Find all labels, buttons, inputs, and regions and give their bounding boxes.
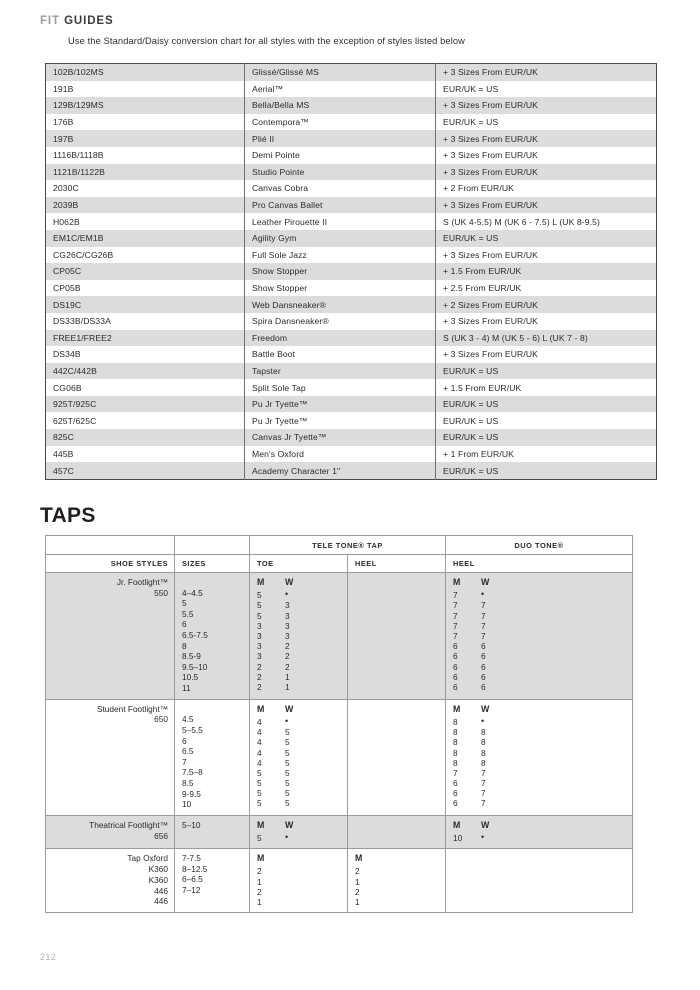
fit-style-name: Agility Gym [245,230,436,247]
taps-size-value: 5–5.5 [182,724,203,735]
taps-value: 7 [481,778,486,789]
taps-value: 6 [453,641,458,652]
fit-style-code: 2039B [46,197,245,214]
fit-style-code: 457C [46,462,245,479]
table-row [46,446,657,463]
table-row [46,412,657,429]
table-row [46,247,657,264]
taps-sizes [175,815,250,848]
taps-size-value: 5–10 [182,819,201,830]
taps-size-value: 6 [182,619,187,630]
table-row [46,213,657,230]
taps-size-value: 4.5 [182,714,194,725]
table-row [46,462,657,479]
taps-size-value: 9.5–10 [182,661,208,672]
page-title [40,15,114,27]
taps-style-number: K360 [148,874,168,885]
fit-style-name: Split Sole Tap [245,379,436,396]
table-row [46,130,657,147]
taps-value: • [481,715,485,726]
taps-value: • [481,589,485,600]
fit-style-name: Aerial™ [245,81,436,98]
taps-value: 8 [453,747,458,758]
fit-style-code: 2030C [46,180,245,197]
taps-value: 3 [285,600,290,611]
fit-conversion: + 3 Sizes From EUR/UK [436,247,657,264]
fit-conversion: S (UK 4-5.5) M (UK 6 - 7.5) L (UK 8-9.5) [436,213,657,230]
taps-col-header-heel: HEEL [348,555,446,573]
taps-duo-heel-cell-w-values [481,717,628,809]
taps-duo-heel-cell-m-label: M [453,577,461,587]
fit-style-name: Canvas Cobra [245,180,436,197]
taps-toe-cell-w-values [285,590,343,692]
taps-duo-heel-cell-m-values [453,833,481,843]
taps-value: 6 [453,681,458,692]
taps-toe-cell-m-label: M [257,819,265,830]
taps-value: 5 [257,778,262,789]
taps-size-value: 8 [182,640,187,651]
fit-conversion: + 2 Sizes From EUR/UK [436,296,657,313]
taps-toe-cell-w-values [285,833,343,843]
page-number: 212 [40,952,57,962]
taps-value: 8 [481,727,486,738]
fit-style-code: 191B [46,81,245,98]
fit-style-name: Show Stopper [245,263,436,280]
fit-style-name: Bella/Bella MS [245,97,436,114]
taps-toe-cell-w-values [285,717,343,809]
fit-style-code: FREE1/FREE2 [46,330,245,347]
fit-style-code: CP05B [46,280,245,297]
fit-conversion: EUR/UK = US [436,396,657,413]
fit-style-code: CG26C/CG26B [46,247,245,264]
taps-value: 8 [481,757,486,768]
taps-value: 2 [285,641,290,652]
taps-value: 8 [481,737,486,748]
taps-value: 3 [285,610,290,621]
fit-style-name: Men's Oxford [245,446,436,463]
fit-style-code: 176B [46,114,245,131]
taps-toe-cell-w-values [285,866,343,907]
fit-style-code: 129B/129MS [46,97,245,114]
taps-value: 5 [285,727,290,738]
taps-value: 6 [453,651,458,662]
taps-value: 7 [453,590,458,601]
taps-value: • [285,832,289,843]
taps-value: 7 [481,631,486,641]
taps-duo-heel-cell [446,815,633,848]
taps-duo-heel-cell [446,573,633,700]
taps-toe-cell-w-label [285,853,343,866]
fit-style-name: Full Sole Jazz [245,247,436,264]
fit-conversion: + 1.5 From EUR/UK [436,379,657,396]
fit-conversion: + 1 From EUR/UK [436,446,657,463]
taps-duo-heel-cell-w-label: W [481,577,490,587]
fit-style-name: Pu Jr Tyette™ [245,412,436,429]
taps-value: 2 [355,866,360,877]
fit-conversion: EUR/UK = US [436,429,657,446]
fit-style-name: Spira Dansneaker® [245,313,436,330]
taps-size-value: 6.5 [182,746,194,757]
taps-duo-heel-cell-w-label: W [481,819,490,830]
taps-duo-heel-cell-w-label: W [481,703,490,714]
taps-value: 1 [355,876,360,887]
taps-value: 6 [481,681,486,692]
taps-value: 5 [285,757,290,768]
fit-style-code: CP05C [46,263,245,280]
taps-style-name: Student Footlight™ [96,703,168,714]
taps-value: 2 [285,651,290,662]
table-row [46,81,657,98]
taps-value: 2 [257,661,262,672]
taps-value: 6 [481,671,486,682]
fit-style-name: Pu Jr Tyette™ [245,396,436,413]
taps-value: 3 [285,631,290,641]
taps-toe-cell [250,699,348,815]
taps-value: 5 [257,767,262,778]
fit-style-code: 102B/102MS [46,64,245,81]
taps-toe-cell-m-values [257,866,285,907]
taps-duo-heel-cell-m-label: M [453,819,461,830]
taps-size-value: 8–12.5 [182,863,208,874]
taps-size-value: 7.5–8 [182,767,203,778]
taps-style-name: Jr. Footlight™ [116,577,168,587]
taps-size-value: 7 [182,756,187,767]
taps-style-number: K360 [148,864,168,875]
taps-value: 6 [453,778,458,789]
taps-size-value: 10.5 [182,672,199,683]
taps-value: 6 [453,661,458,672]
taps-value: 5 [257,798,262,809]
taps-toe-cell-w-label: W [285,703,294,714]
taps-value: 6 [453,671,458,682]
taps-value: 10 [453,833,463,844]
taps-value: 3 [257,620,262,631]
taps-shoe-style [46,699,175,815]
taps-style-number: 446 [154,885,168,896]
taps-heel-cell [348,573,446,700]
fit-style-name: Studio Pointe [245,164,436,181]
taps-value: 7 [453,600,458,611]
table-row [46,346,657,363]
taps-toe-cell-m-label: M [257,853,265,864]
taps-value: 6 [481,661,486,672]
taps-value: 6 [453,788,458,799]
taps-toe-cell [250,815,348,848]
fit-conversion: EUR/UK = US [436,114,657,131]
page-title-fit: FIT [40,15,60,27]
taps-heel-cell [348,849,446,913]
taps-group-blank-styles [46,536,175,555]
taps-value: 2 [285,661,290,672]
fit-conversion: EUR/UK = US [436,412,657,429]
taps-size-value: 11 [182,683,191,694]
taps-value: 5 [285,767,290,778]
fit-style-name: Tapster [245,363,436,380]
taps-col-header-duo-heel: HEEL [446,555,633,573]
taps-value: 5 [285,788,290,799]
taps-style-name: Tap Oxford [127,853,168,864]
page-title-guides: GUIDES [64,15,114,27]
taps-section-title: TAPS [40,504,96,527]
table-row [46,379,657,396]
taps-heel-cell-w-label [383,853,441,866]
taps-shoe-style [46,849,175,913]
taps-value: 5 [257,788,262,799]
fit-conversion: + 3 Sizes From EUR/UK [436,164,657,181]
taps-style-name: Theatrical Footlight™ [89,819,168,830]
taps-col-header-toe: TOE [250,555,348,573]
taps-value: 5 [285,737,290,748]
fit-conversion: + 3 Sizes From EUR/UK [436,346,657,363]
fit-style-name: Glissé/Glissé MS [245,64,436,81]
table-row [46,263,657,280]
fit-style-name: Demi Pointe [245,147,436,164]
fit-style-code: 625T/625C [46,412,245,429]
taps-heel-cell-w-values [383,866,441,907]
taps-value: 3 [285,620,290,631]
table-row [46,97,657,114]
taps-shoe-style [46,815,175,848]
taps-col-header-shoe-styles: SHOE STYLES [46,555,175,573]
taps-value: 6 [453,798,458,809]
taps-column-header-row [46,555,633,573]
taps-value: 8 [453,716,458,727]
taps-size-value: 5.5 [182,608,194,619]
taps-value: 4 [257,737,262,748]
fit-conversion: + 1.5 From EUR/UK [436,263,657,280]
taps-value: 3 [257,641,262,652]
taps-size-value: 7-7.5 [182,853,201,864]
fit-guides-subtitle: Use the Standard/Daisy conversion chart for all styles with the exception of styles listed below [68,36,466,46]
taps-duo-heel-cell-w-values [481,833,628,843]
taps-value: • [481,832,485,843]
table-row [46,230,657,247]
fit-style-name: Battle Boot [245,346,436,363]
fit-style-code: 925T/925C [46,396,245,413]
taps-value: 1 [285,671,290,682]
taps-duo-heel-cell-w-values [481,590,628,692]
fit-conversion: + 2 From EUR/UK [436,180,657,197]
taps-value: 6 [481,651,486,662]
taps-value: 7 [481,610,486,621]
table-row [46,296,657,313]
taps-group-header-row [46,536,633,555]
fit-style-name: Leather Pirouette II [245,213,436,230]
table-row [46,197,657,214]
table-row [46,180,657,197]
fit-conversion: + 3 Sizes From EUR/UK [436,130,657,147]
taps-value: 5 [257,610,262,621]
fit-style-name: Contempora™ [245,114,436,131]
taps-duo-heel-cell [446,699,633,815]
taps-value: 8 [453,727,458,738]
table-row [46,849,633,913]
taps-value: 7 [453,620,458,631]
taps-value: 7 [481,788,486,799]
taps-style-number: 446 [154,896,168,907]
taps-size-value: 5 [182,598,187,609]
taps-value: 5 [285,778,290,789]
taps-toe-cell-w-label: W [285,819,294,830]
taps-value: 2 [257,681,262,692]
taps-value: 2 [257,866,262,877]
taps-value: 5 [257,590,262,601]
taps-value: 7 [481,600,486,611]
taps-size-value: 8.5 [182,777,194,788]
fit-conversion: + 3 Sizes From EUR/UK [436,197,657,214]
fit-conversion: EUR/UK = US [436,363,657,380]
taps-value: 5 [285,798,290,809]
fit-conversion: S (UK 3 - 4) M (UK 5 - 6) L (UK 7 - 8) [436,330,657,347]
taps-heel-cell-m-label: M [355,853,363,864]
taps-heel-cell [348,699,446,815]
fit-conversion: + 3 Sizes From EUR/UK [436,147,657,164]
taps-value: 4 [257,747,262,758]
fit-conversion: + 3 Sizes From EUR/UK [436,313,657,330]
taps-toe-cell-w-label: W [285,577,294,587]
fit-conversion: EUR/UK = US [436,230,657,247]
taps-toe-cell-m-values [257,833,285,843]
taps-col-header-sizes: SIZES [175,555,250,573]
taps-value: 8 [453,737,458,748]
taps-value: 8 [481,747,486,758]
fit-style-name: Freedom [245,330,436,347]
taps-value: 5 [285,747,290,758]
fit-conversion: + 3 Sizes From EUR/UK [436,97,657,114]
taps-value: • [285,715,289,726]
taps-value: 7 [481,767,486,778]
taps-size-value: 7–12 [182,885,201,896]
taps-heel-cell [348,815,446,848]
taps-value: 4 [257,757,262,768]
fit-style-code: 442C/442B [46,363,245,380]
taps-value: 1 [285,681,290,692]
taps-size-value: 10 [182,799,192,810]
taps-shoe-style [46,573,175,700]
table-row [46,396,657,413]
taps-toe-cell [250,573,348,700]
taps-style-number: 650 [154,714,168,725]
fit-style-name: Web Dansneaker® [245,296,436,313]
taps-toe-cell-m-label: M [257,703,265,714]
table-row [46,330,657,347]
taps-style-number: 550 [154,587,168,598]
taps-value: 2 [257,886,262,897]
taps-group-header-duo-tone: DUO TONE® [446,536,633,555]
fit-style-name: Show Stopper [245,280,436,297]
taps-toe-cell-m-values [257,590,285,692]
taps-value: 7 [453,767,458,778]
fit-style-name: Canvas Jr Tyette™ [245,429,436,446]
taps-duo-heel-cell [446,849,633,913]
taps-value: 6 [481,641,486,652]
taps-value: 3 [257,631,262,641]
table-row [46,114,657,131]
taps-size-value: 4–4.5 [182,587,203,598]
fit-style-code: 1116B/1118B [46,147,245,164]
taps-value: 7 [481,620,486,631]
taps-value: 2 [355,886,360,897]
taps-value: 4 [257,716,262,727]
taps-sizes [175,573,250,700]
table-row [46,429,657,446]
fit-conversion: EUR/UK = US [436,462,657,479]
taps-value: 7 [453,610,458,621]
taps-value: 1 [355,897,360,908]
table-row [46,147,657,164]
fit-style-code: H062B [46,213,245,230]
taps-value: 7 [453,631,458,641]
taps-value: 5 [257,600,262,611]
taps-size-value: 6.5-7.5 [182,630,208,641]
taps-value: 2 [257,671,262,682]
taps-toe-cell-m-values [257,717,285,809]
taps-size-value: 6–6.5 [182,874,203,885]
taps-value: 4 [257,727,262,738]
taps-toe-cell-m-label: M [257,577,265,587]
taps-sizes [175,849,250,913]
taps-table [45,535,633,913]
fit-style-code: DS33B/DS33A [46,313,245,330]
table-row [46,573,633,700]
taps-style-number: 656 [154,830,168,841]
fit-conversion: + 2.5 From EUR/UK [436,280,657,297]
fit-style-code: 197B [46,130,245,147]
taps-value: 1 [257,897,262,908]
taps-value: 5 [257,833,262,844]
taps-group-header-tele-tone: TELE TONE® TAP [250,536,446,555]
fit-style-code: CG06B [46,379,245,396]
taps-value: 7 [481,798,486,809]
taps-group-blank-sizes [175,536,250,555]
taps-duo-heel-cell-m-label: M [453,703,461,714]
table-row [46,280,657,297]
fit-style-code: 445B [46,446,245,463]
fit-style-code: 825C [46,429,245,446]
fit-conversion: + 3 Sizes From EUR/UK [436,64,657,81]
taps-value: 1 [257,876,262,887]
taps-value: • [285,589,289,600]
taps-size-value: 6 [182,735,187,746]
fit-style-name: Plié II [245,130,436,147]
table-row [46,313,657,330]
fit-style-name: Pro Canvas Ballet [245,197,436,214]
table-row [46,699,633,815]
taps-sizes [175,699,250,815]
table-row [46,64,657,81]
table-row [46,815,633,848]
fit-style-code: EM1C/EM1B [46,230,245,247]
taps-value: 3 [257,651,262,662]
taps-size-value: 9-9.5 [182,788,201,799]
fit-style-code: 1121B/1122B [46,164,245,181]
fit-style-code: DS34B [46,346,245,363]
fit-style-name: Academy Character 1" [245,462,436,479]
fit-conversion: EUR/UK = US [436,81,657,98]
taps-size-value: 8.5-9 [182,651,201,662]
fit-guides-table [45,63,657,480]
fit-style-code: DS19C [46,296,245,313]
taps-duo-heel-cell-m-values [453,717,481,809]
taps-toe-cell [250,849,348,913]
taps-heel-cell-m-values [355,866,383,907]
taps-duo-heel-cell-m-values [453,590,481,692]
table-row [46,363,657,380]
taps-value: 8 [453,757,458,768]
table-row [46,164,657,181]
